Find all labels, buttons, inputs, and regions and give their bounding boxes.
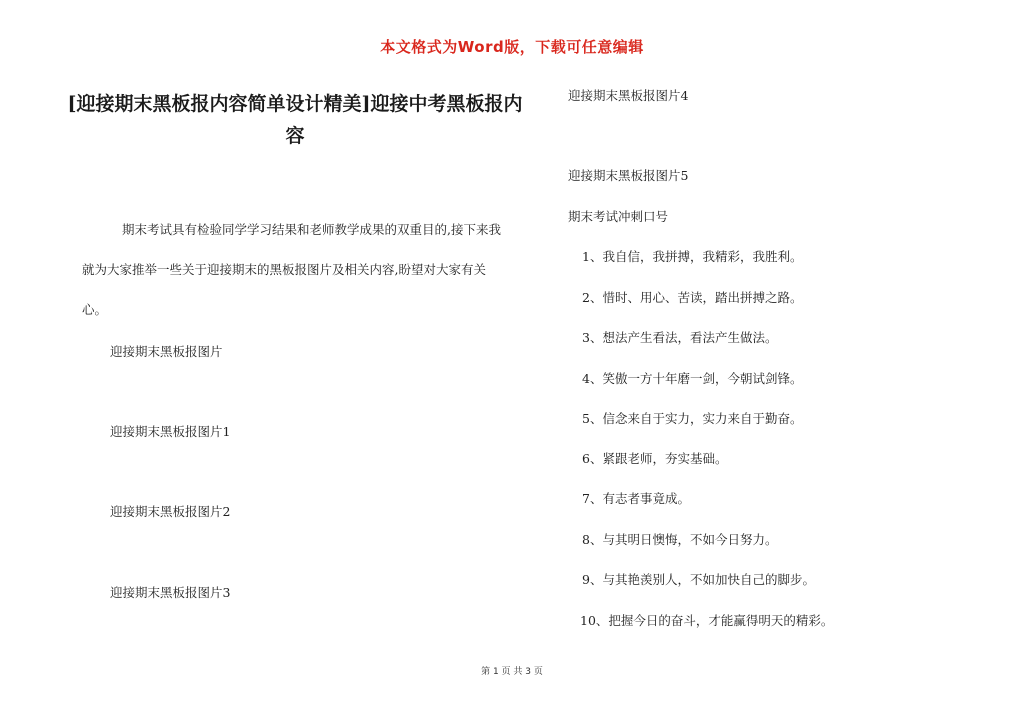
page-footer: 第 1 页 共 3 页: [481, 667, 543, 677]
image-caption-1: 迎接期末黑板报图片1: [110, 424, 231, 439]
intro-paragraph: 期末考试具有检验同学学习结果和老师教学成果的双重目的,接下来我就为大家推举一些关于迎接期末的黑板报图片及相关内容,盼望对大家有关心。: [82, 222, 501, 317]
slogan-item: 3、想法产生看法，看法产生做法。: [582, 330, 778, 345]
slogan-item: 4、笑傲一方十年磨一剑，今朝试剑锋。: [582, 371, 803, 386]
image-caption-4: 迎接期末黑板报图片4: [568, 88, 689, 103]
slogan-item: 2、惜时、用心、苦读，踏出拼搏之路。: [582, 290, 803, 305]
slogan-item: 5、信念来自于实力，实力来自于勤奋。: [582, 411, 803, 426]
image-caption-5: 迎接期末黑板报图片5: [568, 168, 689, 183]
slogan-item: 1、我自信，我拼搏，我精彩，我胜利。: [582, 249, 803, 264]
left-column: [60, 88, 530, 343]
image-caption-3: 迎接期末黑板报图片3: [110, 585, 231, 600]
image-caption-2: 迎接期末黑板报图片2: [110, 504, 231, 519]
word-edit-banner: 本文格式为Word版，下载可任意编辑: [380, 38, 644, 56]
slogan-item: 6、紧跟老师，夯实基础。: [582, 451, 728, 466]
slogan-item: 8、与其明日懊悔，不如今日努力。: [582, 532, 778, 547]
document-title: [迎接期末黑板报内容简单设计精美]迎接中考黑板报内容: [67, 93, 523, 147]
slogan-item: 10、把握今日的奋斗，才能赢得明天的精彩。: [580, 613, 834, 628]
slogan-item: 7、有志者事竟成。: [582, 491, 690, 506]
image-caption-0: 迎接期末黑板报图片: [110, 344, 223, 359]
slogan-item: 9、与其艳羡别人，不如加快自己的脚步。: [582, 572, 815, 587]
slogan-heading: 期末考试冲刺口号: [568, 209, 669, 224]
